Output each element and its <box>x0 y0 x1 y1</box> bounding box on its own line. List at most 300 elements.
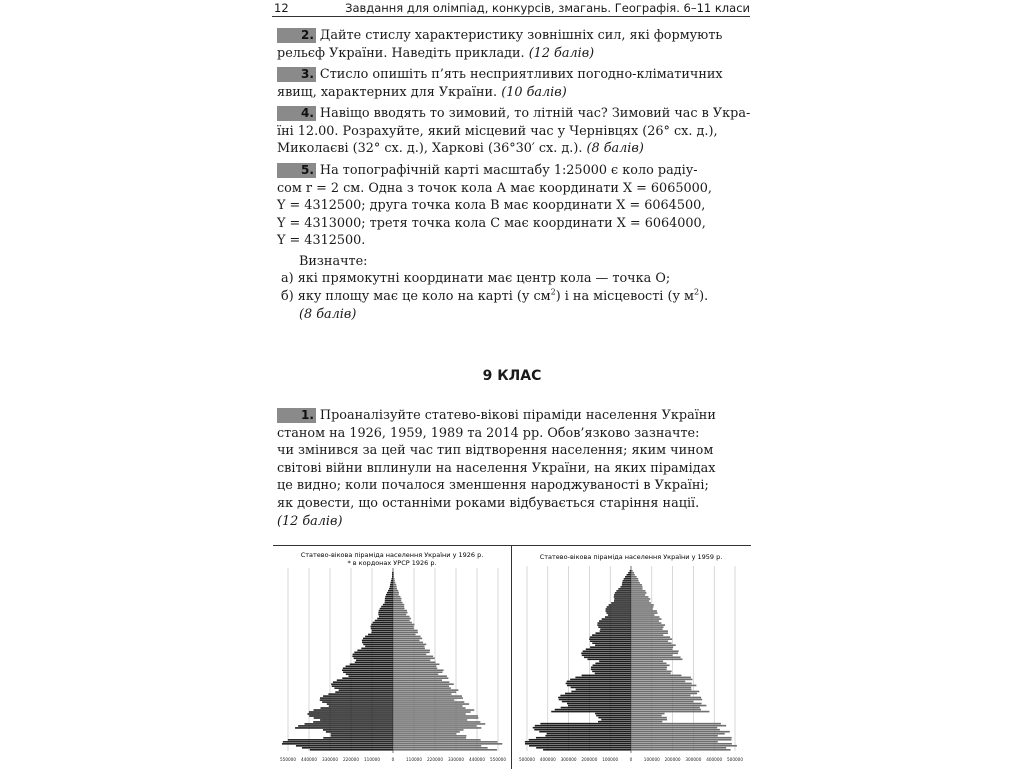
female-bar <box>631 636 670 638</box>
male-bar <box>628 572 631 574</box>
task-text: Дайте стислу характеристику зовнішніх сил, які формують <box>319 28 723 43</box>
male-bar <box>322 701 393 703</box>
male-bar <box>614 596 631 598</box>
superscript: 2 <box>694 287 700 297</box>
female-bar <box>393 687 451 689</box>
female-bar <box>393 741 497 743</box>
female-bar <box>393 576 394 578</box>
male-bar <box>616 590 631 592</box>
male-bar <box>592 671 631 673</box>
female-bar <box>393 713 466 715</box>
male-bar <box>378 614 393 616</box>
male-bar <box>378 612 393 614</box>
female-bar <box>631 598 650 600</box>
female-bar <box>631 739 731 741</box>
male-bar <box>333 681 393 683</box>
female-bar <box>393 586 397 588</box>
male-bar <box>390 586 393 588</box>
male-bar <box>343 667 393 669</box>
male-bar <box>606 612 631 614</box>
female-bar <box>631 667 667 669</box>
subtask-b-text: б) яку площу має це коло на карті (у см <box>281 289 551 304</box>
female-bar <box>393 727 481 729</box>
female-bar <box>393 584 396 586</box>
female-bar <box>393 594 399 596</box>
male-bar <box>337 679 393 681</box>
axis-tick-label: 440000 <box>301 757 317 762</box>
section-heading: 9 КЛАС <box>482 368 542 384</box>
female-bar <box>631 713 665 715</box>
male-bar <box>350 663 393 665</box>
female-bar <box>393 689 458 691</box>
task-text: явищ, характерних для України. <box>277 84 498 100</box>
axis-tick-label: 0 <box>391 757 395 762</box>
task-text: Стисло опишіть п’ять несприятливих погодно-кліматичних <box>319 67 723 82</box>
female-bar <box>631 661 663 663</box>
female-bar <box>393 610 407 612</box>
male-bar <box>296 745 393 747</box>
female-bar <box>393 663 439 665</box>
female-bar <box>393 677 448 679</box>
male-bar <box>608 614 631 616</box>
female-bar <box>393 749 497 751</box>
female-bar <box>393 640 420 642</box>
male-bar <box>371 628 393 630</box>
male-bar <box>598 626 631 628</box>
male-bar <box>598 717 631 719</box>
task-number: 3. <box>277 67 316 82</box>
task-text: Проаналізуйте статево-вікові піраміди населення України <box>319 408 716 423</box>
axis-tick-label: 110000 <box>406 757 422 762</box>
pyramid-title: Статево-вікова піраміда населення України у 1926 р. <box>300 551 484 559</box>
male-bar <box>385 598 393 600</box>
male-bar <box>584 656 631 658</box>
female-bar <box>631 671 672 673</box>
female-bar <box>393 598 401 600</box>
female-bar <box>393 616 410 618</box>
female-bar <box>631 745 737 747</box>
female-bar <box>393 650 430 652</box>
female-bar <box>631 658 682 660</box>
female-bar <box>631 638 672 640</box>
task-text: Y = 4312500. <box>277 233 366 249</box>
female-bar <box>631 590 645 592</box>
male-bar <box>567 685 631 687</box>
female-bar <box>393 654 426 656</box>
axis-tick-label: 330000 <box>322 757 338 762</box>
male-bar <box>314 709 393 711</box>
female-bar <box>393 717 478 719</box>
male-bar <box>389 588 393 590</box>
female-bar <box>393 614 406 616</box>
female-bar <box>631 735 718 737</box>
female-bar <box>631 602 651 604</box>
determine-label: Визначте: <box>299 254 368 269</box>
male-bar <box>348 675 393 677</box>
male-bar <box>331 733 393 735</box>
female-bar <box>393 642 423 644</box>
female-bar <box>393 634 416 636</box>
male-bar <box>567 703 631 705</box>
female-bar <box>393 660 430 662</box>
male-bar <box>309 711 393 713</box>
male-bar <box>597 624 631 626</box>
male-bar <box>379 610 393 612</box>
male-bar <box>332 685 393 687</box>
female-bar <box>393 737 466 739</box>
male-bar <box>352 656 393 658</box>
male-bar <box>600 628 631 630</box>
female-bar <box>631 731 730 733</box>
female-bar <box>631 703 702 705</box>
male-bar <box>387 592 393 594</box>
female-bar <box>631 705 706 707</box>
male-bar <box>540 723 631 725</box>
axis-tick-label: 550000 <box>280 757 296 762</box>
female-bar <box>393 652 430 654</box>
female-bar <box>393 662 436 664</box>
male-bar <box>328 693 393 695</box>
male-bar <box>590 646 631 648</box>
female-bar <box>631 717 667 719</box>
male-bar <box>288 739 393 741</box>
task-text: чи змінився за цей час тип відтворення населення; яким чином <box>277 443 714 459</box>
male-bar <box>582 654 631 656</box>
male-bar <box>568 705 631 707</box>
female-bar <box>631 749 731 751</box>
male-bar <box>590 636 631 638</box>
task-points: (12 балів) <box>277 513 343 529</box>
male-bar <box>357 650 393 652</box>
female-bar <box>631 650 679 652</box>
female-bar <box>631 580 639 582</box>
female-bar <box>631 584 642 586</box>
female-bar <box>631 729 720 731</box>
task-text: На топографічній карті масштабу 1:25000 є коло радіу- <box>319 163 698 178</box>
task-text: як довести, що останніми роками відбувається старіння нації. <box>277 495 700 511</box>
male-bar <box>390 584 393 586</box>
female-bar <box>393 745 481 747</box>
male-bar <box>630 570 631 572</box>
female-bar <box>393 618 411 620</box>
female-bar <box>631 610 657 612</box>
female-bar <box>393 707 466 709</box>
female-bar <box>393 658 435 660</box>
male-bar <box>323 729 393 731</box>
male-bar <box>595 673 631 675</box>
male-bar <box>620 586 631 588</box>
female-bar <box>631 743 732 745</box>
male-bar <box>385 600 393 602</box>
axis-tick-label: 300000 <box>560 757 577 762</box>
female-bar <box>393 630 418 632</box>
female-bar <box>393 747 488 749</box>
task-text: Y = 4313000; третя точка кола С має координати Х = 6064000, <box>277 215 706 231</box>
male-bar <box>599 620 631 622</box>
female-bar <box>631 723 721 725</box>
male-bar <box>622 584 631 586</box>
page-number: 12 <box>274 1 289 15</box>
male-bar <box>614 600 631 602</box>
male-bar <box>565 693 631 695</box>
pyramid-subtitle: * в кордонах УРСР 1926 р. <box>347 559 437 567</box>
female-bar <box>393 622 412 624</box>
female-bar <box>631 578 638 580</box>
task-number: 4. <box>277 106 316 121</box>
female-bar <box>393 671 442 673</box>
female-bar <box>393 705 462 707</box>
axis-tick-label: 100000 <box>602 757 619 762</box>
female-bar <box>393 709 474 711</box>
female-bar <box>631 574 635 576</box>
female-bar <box>393 602 403 604</box>
female-bar <box>393 580 395 582</box>
female-bar <box>631 707 700 709</box>
female-bar <box>631 715 662 717</box>
male-bar <box>583 650 631 652</box>
male-bar <box>355 662 393 664</box>
female-bar <box>631 675 681 677</box>
male-bar <box>353 654 393 656</box>
female-bar <box>631 646 673 648</box>
male-bar <box>323 737 393 739</box>
male-bar <box>391 580 393 582</box>
male-bar <box>601 719 631 721</box>
male-bar <box>354 652 393 654</box>
female-bar <box>393 656 433 658</box>
male-bar <box>618 588 631 590</box>
male-bar <box>559 699 631 701</box>
female-bar <box>631 622 661 624</box>
task-points: (12 балів) <box>528 45 595 61</box>
female-bar <box>631 582 640 584</box>
task-text: це видно; коли почалося зменшення народжуваності в Україні; <box>277 478 709 494</box>
female-bar <box>631 679 692 681</box>
male-bar <box>326 731 393 733</box>
male-bar <box>587 658 631 660</box>
male-bar <box>591 667 631 669</box>
female-bar <box>631 681 685 683</box>
female-bar <box>631 719 667 721</box>
axis-tick-label: 330000 <box>448 757 464 762</box>
female-bar <box>631 691 699 693</box>
female-bar <box>393 596 400 598</box>
female-bar <box>631 727 717 729</box>
male-bar <box>342 669 393 671</box>
male-bar <box>614 594 631 596</box>
male-bar <box>586 648 631 650</box>
male-bar <box>375 620 393 622</box>
male-bar <box>295 727 393 729</box>
female-bar <box>631 685 696 687</box>
female-bar <box>393 735 466 737</box>
female-bar <box>631 656 681 658</box>
male-bar <box>595 713 631 715</box>
female-bar <box>393 578 394 580</box>
male-bar <box>571 687 631 689</box>
female-bar <box>393 646 424 648</box>
male-bar <box>571 691 631 693</box>
female-bar <box>393 624 414 626</box>
female-bar <box>393 604 404 606</box>
male-bar <box>570 679 631 681</box>
axis-tick-label: 110000 <box>364 757 380 762</box>
female-bar <box>393 667 437 669</box>
female-bar <box>393 588 397 590</box>
axis-tick-label: 550000 <box>490 757 506 762</box>
female-bar <box>631 665 670 667</box>
male-bar <box>362 642 393 644</box>
male-bar <box>320 697 393 699</box>
male-bar <box>314 717 393 719</box>
male-bar <box>371 624 393 626</box>
male-bar <box>385 596 393 598</box>
female-bar <box>631 701 693 703</box>
female-bar <box>393 691 456 693</box>
male-bar <box>582 675 631 677</box>
female-bar <box>393 711 471 713</box>
female-bar <box>393 669 444 671</box>
male-bar <box>383 604 393 606</box>
male-bar <box>595 632 631 634</box>
male-bar <box>560 695 631 697</box>
male-bar <box>342 677 393 679</box>
male-bar <box>331 735 393 737</box>
male-bar <box>529 739 631 741</box>
task-text: їні 12.00. Розрахуйте, який місцевий час у Чернівцях (26° сх. д.), <box>277 123 718 139</box>
female-bar <box>631 612 658 614</box>
axis-tick-label: 200000 <box>664 757 681 762</box>
female-bar <box>393 592 399 594</box>
male-bar <box>607 606 631 608</box>
pyramid-title: Статево-вікова піраміда населення України у 1959 р. <box>539 553 723 561</box>
female-bar <box>631 620 659 622</box>
male-bar <box>536 747 631 749</box>
male-bar <box>334 687 393 689</box>
subtask-b-text: ). <box>699 289 709 304</box>
male-bar <box>606 608 631 610</box>
male-bar <box>377 618 393 620</box>
male-bar <box>390 582 393 584</box>
male-bar <box>558 697 631 699</box>
male-bar <box>327 703 393 705</box>
axis-tick-label: 220000 <box>427 757 443 762</box>
male-bar <box>339 689 393 691</box>
female-bar <box>631 652 678 654</box>
female-bar <box>631 572 634 574</box>
task-text: світові війни вплинули на населення України, на яких пірамідах <box>277 460 716 476</box>
male-bar <box>343 671 393 673</box>
female-bar <box>631 737 732 739</box>
female-bar <box>393 574 394 576</box>
female-bar <box>393 695 462 697</box>
female-bar <box>393 685 449 687</box>
axis-tick-label: 300000 <box>685 757 702 762</box>
female-bar <box>393 719 467 721</box>
female-bar <box>631 594 645 596</box>
task-text: Y = 4312500; друга точка кола В має координати Х = 6064500, <box>277 198 706 214</box>
female-bar <box>393 606 404 608</box>
male-bar <box>363 644 393 646</box>
female-bar <box>393 644 426 646</box>
male-bar <box>543 749 631 751</box>
female-bar <box>631 618 661 620</box>
female-bar <box>631 697 701 699</box>
axis-tick-label: 440000 <box>469 757 485 762</box>
female-bar <box>631 648 672 650</box>
male-bar <box>606 610 631 612</box>
male-bar <box>392 574 393 576</box>
male-bar <box>323 695 393 697</box>
female-bar <box>393 723 485 725</box>
female-bar <box>393 632 418 634</box>
female-bar <box>631 628 663 630</box>
female-bar <box>631 596 648 598</box>
axis-tick-label: 400000 <box>706 757 723 762</box>
male-bar <box>566 683 631 685</box>
male-bar <box>627 574 631 576</box>
male-bar <box>371 632 393 634</box>
female-bar <box>631 733 725 735</box>
male-bar <box>525 741 631 743</box>
male-bar <box>535 725 631 727</box>
female-bar <box>393 697 463 699</box>
male-bar <box>596 715 631 717</box>
male-bar <box>534 729 631 731</box>
female-bar <box>393 638 422 640</box>
male-bar <box>373 622 393 624</box>
female-bar <box>631 624 665 626</box>
task-9-1 <box>277 407 751 530</box>
female-bar <box>631 693 697 695</box>
axis-tick-label: 400000 <box>539 757 556 762</box>
male-bar <box>392 578 393 580</box>
male-bar <box>388 590 393 592</box>
task-text: рельєф України. Наведіть приклади. <box>277 45 525 61</box>
male-bar <box>551 711 631 713</box>
female-bar <box>631 677 691 679</box>
female-bar <box>631 669 667 671</box>
male-bar <box>354 658 393 660</box>
running-title: Завдання для олімпіад, конкурсів, змагань. Географія. 6–11 класи <box>345 1 750 15</box>
female-bar <box>393 600 401 602</box>
female-bar <box>393 608 404 610</box>
subtask-a: а) які прямокутні координати має центр кола — точка О; <box>281 271 671 286</box>
male-bar <box>363 638 393 640</box>
male-bar <box>598 721 631 723</box>
male-bar <box>346 665 393 667</box>
male-bar <box>372 630 393 632</box>
female-bar <box>631 616 659 618</box>
female-bar <box>631 673 671 675</box>
female-bar <box>631 576 637 578</box>
male-bar <box>555 709 631 711</box>
female-bar <box>393 681 449 683</box>
male-bar <box>567 681 631 683</box>
female-bar <box>393 675 447 677</box>
superscript: 2 <box>550 287 556 297</box>
female-bar <box>631 626 664 628</box>
pyramid-1959-figure <box>512 546 751 769</box>
axis-tick-label: 200000 <box>581 757 598 762</box>
female-bar <box>631 606 653 608</box>
female-bar <box>393 739 481 741</box>
male-bar <box>614 598 631 600</box>
male-bar <box>611 602 631 604</box>
female-bar <box>631 725 726 727</box>
male-bar <box>595 644 631 646</box>
male-bar <box>609 604 631 606</box>
